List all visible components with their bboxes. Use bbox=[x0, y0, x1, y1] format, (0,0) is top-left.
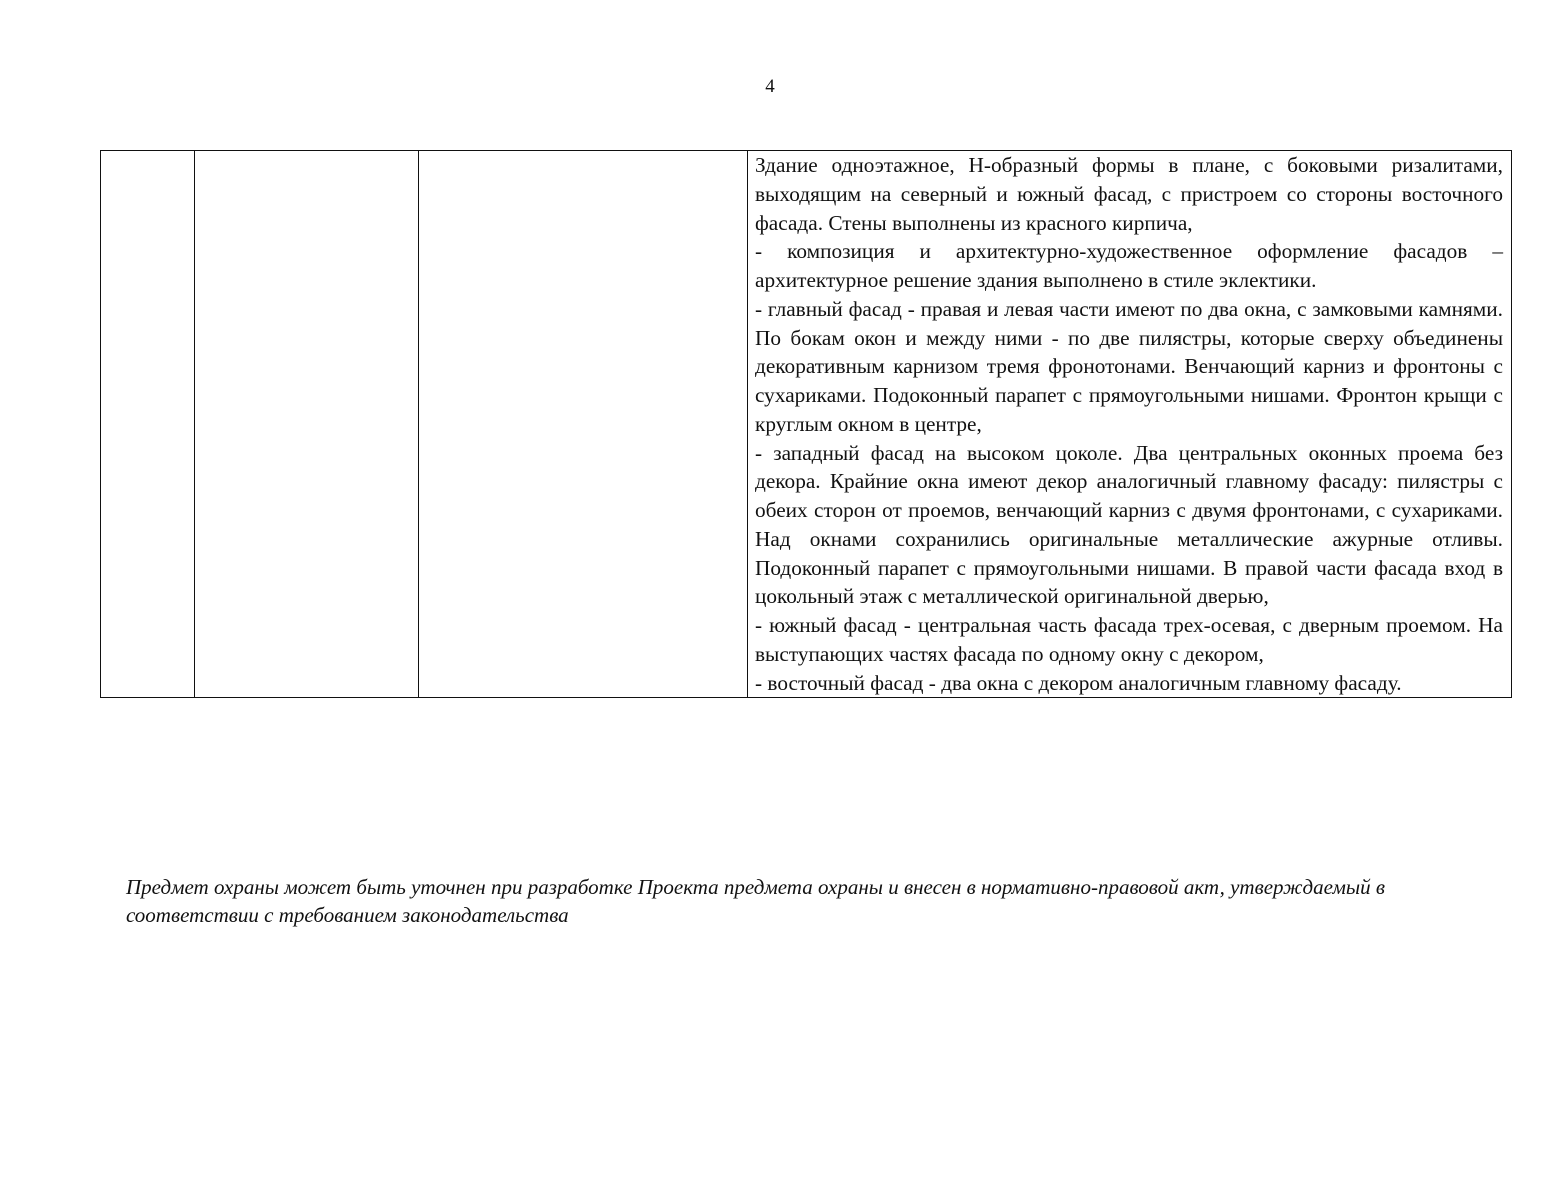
protection-subject-table bbox=[100, 150, 1512, 698]
description-paragraph: Здание одноэтажное, Н-образный формы в плане, с боковыми ризалитами, выходящим на северный и южный фасад, с пристроем со стороны восточного фасада. Стены выполнены из красного кирпича, bbox=[755, 153, 1503, 235]
description-paragraph: - восточный фасад - два окна с декором аналогичным главному фасаду. bbox=[755, 670, 1402, 695]
footnote: Предмет охраны может быть уточнен при разработке Проекта предмета охраны и внесен в нормативно-правовой акт, утверждаемый в соответствии с требованием законодательства bbox=[126, 875, 1385, 927]
table-cell-number bbox=[101, 151, 195, 698]
table-cell-element bbox=[195, 151, 419, 698]
table-row bbox=[101, 151, 1512, 698]
description-paragraph: - западный фасад на высоком цоколе. Два центральных оконных проема без декора. Крайние окна имеют декор аналогичный главному фасаду: пилястры с обеих сторон от проемов, венчающий карниз с двумя фронтонами, с сухариками. Над окнами сохранились оригинальные металлические ажурные отливы. Подоконный парапет с прямоугольными нишами. В правой части фасада вход в цокольный этаж с металлической оригинальной дверью, bbox=[755, 440, 1503, 609]
description-paragraph: - композиция и архитектурно-художественное оформление фасадов – архитектурное решение здания выполнено в стиле эклектики. bbox=[755, 239, 1503, 292]
table-cell-description bbox=[748, 151, 1512, 698]
table-cell-photo bbox=[419, 151, 748, 698]
description-paragraph: - главный фасад - правая и левая части имеют по два окна, с замковыми камнями. По бокам окон и между ними - по две пилястры, которые сверху объединены декоративным карнизом тремя фронотонами. Венчающий карниз и фронтоны с сухариками. Подоконный парапет с прямоугольными нишами. Фронтон крыщи с круглым окном в центре, bbox=[755, 296, 1503, 436]
description-paragraph: - южный фасад - центральная часть фасада трех-осевая, с дверным проемом. На выступающих частях фасада по одному окну с декором, bbox=[755, 613, 1503, 666]
page-number: 4 bbox=[765, 76, 775, 97]
